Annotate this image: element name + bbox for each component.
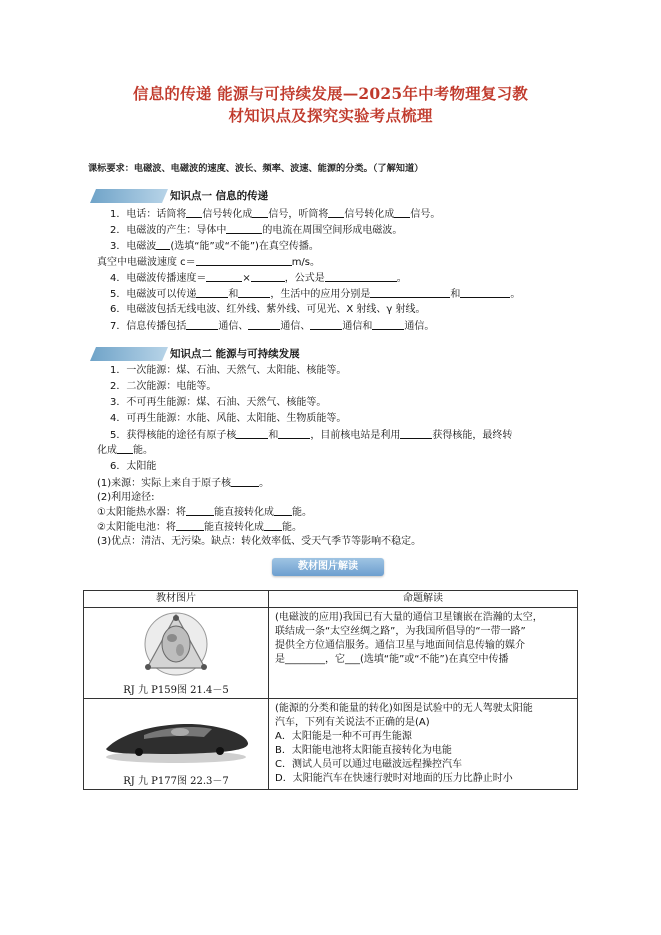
- satellite-illustration: [84, 608, 268, 682]
- s1-item-6: 6．电磁波包括无线电波、红外线、紫外线、可见光、X 射线、γ 射线。: [110, 304, 426, 315]
- s1-item-5: 5．电磁波可以传递 和 ，生活中的应用分别是 和 。: [110, 289, 521, 300]
- image-caption: RJ 九 P177图 22.3－7: [123, 776, 229, 787]
- analysis-line: (能源的分类和能量的转化)如图是试验中的无人驾驶太阳能: [275, 703, 533, 714]
- s1-item-3: 3．电磁波 (选填“能”或“不能”)在真空传播。: [110, 241, 319, 252]
- table-header-analysis: 命题解读: [269, 591, 578, 608]
- s2-item-6-3: (3)优点：清洁、无污染。缺点：转化效率低、受天气季节等影响不稳定。: [97, 536, 422, 547]
- textbook-image-table: [83, 590, 578, 790]
- s1-item-7: 7．信息传播包括 通信、 通信、 通信和 通信。: [110, 321, 435, 332]
- section2-header: [90, 346, 310, 362]
- section1-title: 知识点一 信息的传递: [170, 190, 269, 202]
- analysis-line: 是________，它___(选填“能”或“不能”)在真空中传播: [275, 654, 509, 665]
- section1-banner-graphic: [90, 189, 168, 203]
- section2-banner-graphic: [90, 347, 168, 361]
- s2-item-6-2-a: ①太阳能热水器：将 能直接转化成 能。: [97, 507, 312, 518]
- section1-header: [90, 188, 310, 204]
- table-header-image: 教材图片: [84, 591, 269, 608]
- solar-car-illustration: [84, 699, 268, 773]
- s1-item-2: 2．电磁波的产生：导体中 的电流在周围空间形成电磁波。: [110, 225, 403, 236]
- s2-item-1: 1．一次能源：煤、石油、天然气、太阳能、核能等。: [110, 365, 347, 376]
- s2-item-6: 6．太阳能: [110, 461, 157, 472]
- table-row: [84, 699, 578, 790]
- s1-item-3-speed: 真空中电磁波速度 c＝ m/s。: [97, 257, 321, 268]
- satellite-image-cell: [84, 608, 269, 699]
- s1-item-4: 4．电磁波传播速度＝ × ，公式是 。: [110, 273, 407, 284]
- analysis-line: 提供全方位通信服务。通信卫星与地面间信息传输的媒介: [275, 640, 525, 651]
- analysis-line: (电磁波的应用)我国已有大量的通信卫星镶嵌在浩瀚的太空，: [275, 612, 543, 623]
- table-header-row: [84, 591, 578, 608]
- analysis-line: 联结成一条“太空丝绸之路”，为我国所倡导的“一带一路”: [275, 626, 526, 637]
- s2-item-2: 2．二次能源：电能等。: [110, 381, 217, 392]
- s2-item-5: 5．获得核能的途径有原子核 和 ，目前核电站是利用 获得核能，最终转: [110, 430, 513, 441]
- image-caption: RJ 九 P159图 21.4－5: [123, 685, 229, 696]
- s2-item-6-2: (2)利用途径:: [97, 492, 155, 503]
- textbook-image-badge: 教材图片解读: [272, 558, 384, 576]
- solar-car-image-cell: [84, 699, 269, 790]
- satellite-analysis: [269, 608, 578, 699]
- analysis-line: A．太阳能是一种不可再生能源: [275, 731, 412, 742]
- curriculum-requirement: 课标要求：电磁波、电磁波的速度、波长、频率、波速、能源的分类。（了解知道）: [88, 163, 424, 174]
- s2-item-5-cont: 化成 能。: [97, 445, 153, 456]
- analysis-line: B．太阳能电池将太阳能直接转化为电能: [275, 745, 452, 756]
- solar-car-analysis: [269, 699, 578, 790]
- section2-title: 知识点二 能源与可持续发展: [170, 348, 300, 360]
- analysis-line: C．测试人员可以通过电磁波远程操控汽车: [275, 759, 462, 770]
- s2-item-6-2-b: ②太阳能电池：将 能直接转化成 能。: [97, 522, 302, 533]
- s2-item-3: 3．不可再生能源：煤、石油、天然气、核能等。: [110, 397, 327, 408]
- s1-item-1: 1．电话：话筒将 信号转化成 信号，听筒将 信号转化成 信号。: [110, 209, 441, 220]
- s2-item-4: 4．可再生能源：水能、风能、太阳能、生物质能等。: [110, 413, 347, 424]
- analysis-line: 汽车，下列有关说法不正确的是(A): [275, 717, 430, 728]
- table-row: [84, 608, 578, 699]
- s2-item-6-1: (1)来源：实际上来自于原子核 。: [97, 478, 270, 489]
- document-title-line2: 材知识点及探究实验考点梳理: [228, 106, 433, 125]
- document-title-line1: 信息的传递 能源与可持续发展—2025年中考物理复习教: [133, 84, 528, 103]
- analysis-line: D．太阳能汽车在快速行驶时对地面的压力比静止时小: [275, 773, 513, 784]
